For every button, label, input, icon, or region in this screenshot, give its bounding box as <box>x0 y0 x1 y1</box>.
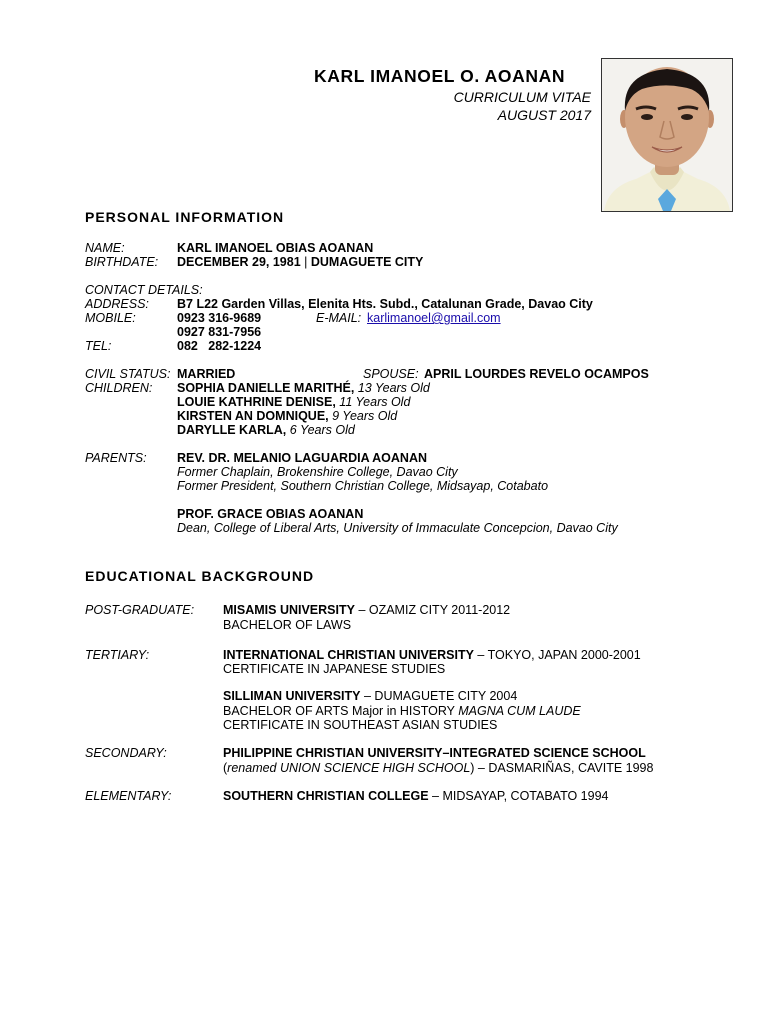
education-heading: EDUCATIONAL BACKGROUND <box>85 568 315 584</box>
birthdate-label: BIRTHDATE: <box>85 255 159 269</box>
address-label: ADDRESS: <box>85 297 149 311</box>
icu-place: – TOKYO, JAPAN 2000-2001 <box>473 648 641 662</box>
su-school: SILLIMAN UNIVERSITY <box>223 689 361 703</box>
secondary-renamed-row <box>223 761 653 775</box>
secondary-school: PHILIPPINE CHRISTIAN UNIVERSITY–INTEGRATED SCIENCE SCHOOL <box>223 746 646 760</box>
elementary-school: SOUTHERN CHRISTIAN COLLEGE <box>223 789 429 803</box>
email-label: E-MAIL: <box>316 311 362 325</box>
child-name: LOUIE KATHRINE DENISE, <box>177 395 336 409</box>
tel-value: 082 282-1224 <box>177 339 262 353</box>
postgrad-label: POST-GRADUATE: <box>85 603 195 617</box>
child-item <box>177 395 410 409</box>
child-item <box>177 381 430 395</box>
secondary-open: ( <box>223 761 228 775</box>
cv-date: AUGUST 2017 <box>497 107 591 123</box>
cv-name: KARL IMANOEL O. AOANAN <box>314 66 566 86</box>
mother-role: Dean, College of Liberal Arts, University of Immaculate Concepcion, Davao City <box>177 521 618 535</box>
civil-status-label: CIVIL STATUS: <box>85 367 171 381</box>
su-honor: MAGNA CUM LAUDE <box>458 704 581 718</box>
secondary-label: SECONDARY: <box>85 746 167 760</box>
su-certificate: CERTIFICATE IN SOUTHEAST ASIAN STUDIES <box>223 718 498 732</box>
secondary-place: ) – DASMARIÑAS, CAVITE 1998 <box>470 761 654 775</box>
child-name: KIRSTEN AN DOMNIQUE, <box>177 409 329 423</box>
icu-school: INTERNATIONAL CHRISTIAN UNIVERSITY <box>223 648 474 662</box>
su-place: – DUMAGUETE CITY 2004 <box>360 689 518 703</box>
postgrad-school: MISAMIS UNIVERSITY <box>223 603 355 617</box>
su-school-row <box>223 689 517 703</box>
father-role-1: Former Chaplain, Brokenshire College, Davao City <box>177 465 458 479</box>
mobile-label: MOBILE: <box>85 311 136 325</box>
civil-status-value: MARRIED <box>177 367 236 381</box>
tel-label: TEL: <box>85 339 112 353</box>
child-age: 13 Years Old <box>357 381 430 395</box>
father-role-2: Former President, Southern Christian College, Midsayap, Cotabato <box>177 479 549 493</box>
birthdate-row <box>177 255 423 269</box>
postgrad-school-row <box>223 603 510 617</box>
child-item <box>177 409 397 423</box>
icu-school-row <box>223 648 641 662</box>
su-degree-row <box>223 704 581 718</box>
name-value: KARL IMANOEL OBIAS AOANAN <box>177 241 374 255</box>
tertiary-label: TERTIARY: <box>85 648 150 662</box>
email-link[interactable]: karlimanoel@gmail.com <box>367 311 501 325</box>
contact-details-label: CONTACT DETAILS: <box>85 283 203 297</box>
elementary-label: ELEMENTARY: <box>85 789 172 803</box>
birthdate-value: DECEMBER 29, 1981 <box>177 255 301 269</box>
mobile-number-1: 0923 316-9689 <box>177 311 262 325</box>
icu-degree: CERTIFICATE IN JAPANESE STUDIES <box>223 662 446 676</box>
child-name: DARYLLE KARLA, <box>177 423 287 437</box>
su-degree: BACHELOR OF ARTS Major in HISTORY <box>223 704 459 718</box>
spouse-value: APRIL LOURDES REVELO OCAMPOS <box>424 367 649 381</box>
child-name: SOPHIA DANIELLE MARITHÉ, <box>177 381 355 395</box>
elementary-place: – MIDSAYAP, COTABATO 1994 <box>428 789 609 803</box>
child-age: 11 Years Old <box>339 395 411 409</box>
mobile-number-2: 0927 831-7956 <box>177 325 262 339</box>
father-name: REV. DR. MELANIO LAGUARDIA AOANAN <box>177 451 428 465</box>
spouse-label: SPOUSE: <box>363 367 419 381</box>
cv-subtitle: CURRICULUM VITAE <box>453 89 591 105</box>
birthdate-separator: | <box>300 255 311 269</box>
elementary-school-row <box>223 789 609 803</box>
children-label: CHILDREN: <box>85 381 153 395</box>
postgrad-place: – OZAMIZ CITY 2011-2012 <box>354 603 511 617</box>
profile-photo <box>601 58 733 212</box>
birthplace-value: DUMAGUETE CITY <box>310 255 424 269</box>
child-item <box>177 423 355 437</box>
parents-label: PARENTS: <box>85 451 147 465</box>
mother-name: PROF. GRACE OBIAS AOANAN <box>177 507 364 521</box>
name-label: NAME: <box>85 241 125 255</box>
personal-info-heading: PERSONAL INFORMATION <box>85 209 285 225</box>
secondary-renamed: renamed UNION SCIENCE HIGH SCHOOL <box>227 761 471 775</box>
child-age: 6 Years Old <box>289 423 355 437</box>
child-age: 9 Years Old <box>332 409 398 423</box>
postgrad-degree: BACHELOR OF LAWS <box>223 618 352 632</box>
address-value: B7 L22 Garden Villas, Elenita Hts. Subd., Catalunan Grade, Davao City <box>177 297 593 311</box>
